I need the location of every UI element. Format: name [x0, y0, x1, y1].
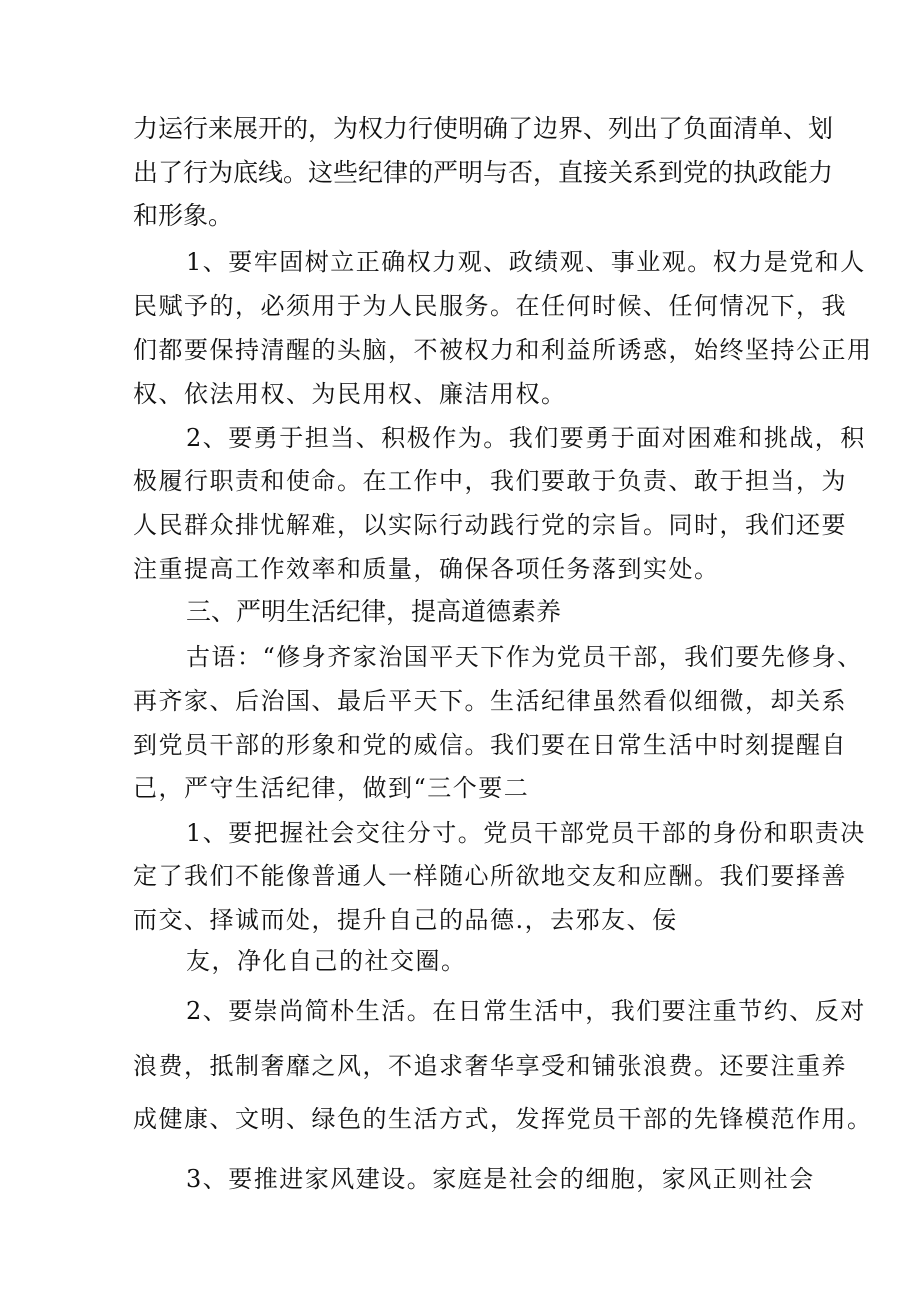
paragraph-line: 定了我们不能像普通人一样随心所欲地交友和应酬。我们要择善 — [133, 862, 847, 890]
paragraph-line: 古语：“修身齐家治国平天下作为党员干部，我们要先修身、 — [186, 643, 863, 671]
paragraph-line: 2、要勇于担当、积极作为。我们要勇于面对困难和挑战，积 — [186, 424, 866, 452]
paragraph-line: 们都要保持清醒的头脑，不被权力和利益所诱惑，始终坚持公正用 — [133, 336, 873, 364]
paragraph-line: 成健康、文明、绿色的生活方式，发挥党员干部的先锋模范作用。 — [133, 1105, 873, 1133]
section-heading: 三、严明生活纪律，提高道德素养 — [186, 597, 562, 626]
paragraph-line: 人民群众排忧解难，以实际行动践行党的宗旨。同时，我们还要 — [133, 511, 847, 539]
paragraph-line: 注重提高工作效率和质量，确保各项任务落到实处。 — [133, 555, 720, 583]
paragraph-line: 力运行来展开的，为权力行使明确了边界、列出了负面清单、划 — [133, 114, 834, 143]
paragraph-line: 3、要推进家风建设。家庭是社会的细胞，家风正则社会 — [186, 1165, 815, 1193]
paragraph-line: 极履行职责和使命。在工作中，我们要敢于负责、敢于担当，为 — [133, 467, 847, 495]
paragraph-line: 而交、择诚而处，提升自己的品德.，去邪友、佞 — [133, 906, 678, 934]
paragraph-line: 1、要牢固树立正确权力观、政绩观、事业观。权力是党和人 — [186, 248, 866, 276]
paragraph-line: 1、要把握社会交往分寸。党员干部党员干部的身份和职责决 — [186, 819, 866, 847]
paragraph-line: 再齐家、后治国、最后平天下。生活纪律虽然看似细微，却关系 — [133, 687, 847, 715]
paragraph-line: 友，净化自己的社交圈。 — [186, 947, 467, 975]
paragraph-line: 和形象。 — [133, 201, 234, 230]
paragraph-line: 己，严守生活纪律，做到“三个要二 — [133, 774, 530, 802]
paragraph-line: 出了行为底线。这些纪律的严明与否，直接关系到党的执政能力 — [133, 158, 834, 187]
paragraph-line: 2、要崇尚简朴生活。在日常生活中，我们要注重节约、反对 — [186, 997, 866, 1025]
paragraph-line: 权、依法用权、为民用权、廉洁用权。 — [133, 380, 567, 408]
paragraph-line: 到党员干部的形象和党的威信。我们要在日常生活中时刻提醒自 — [133, 731, 847, 759]
paragraph-line: 民赋予的，必须用于为人民服务。在任何时候、任何情况下，我 — [133, 292, 847, 320]
paragraph-line: 浪费，抵制奢靡之风，不追求奢华享受和铺张浪费。还要注重养 — [133, 1052, 847, 1080]
